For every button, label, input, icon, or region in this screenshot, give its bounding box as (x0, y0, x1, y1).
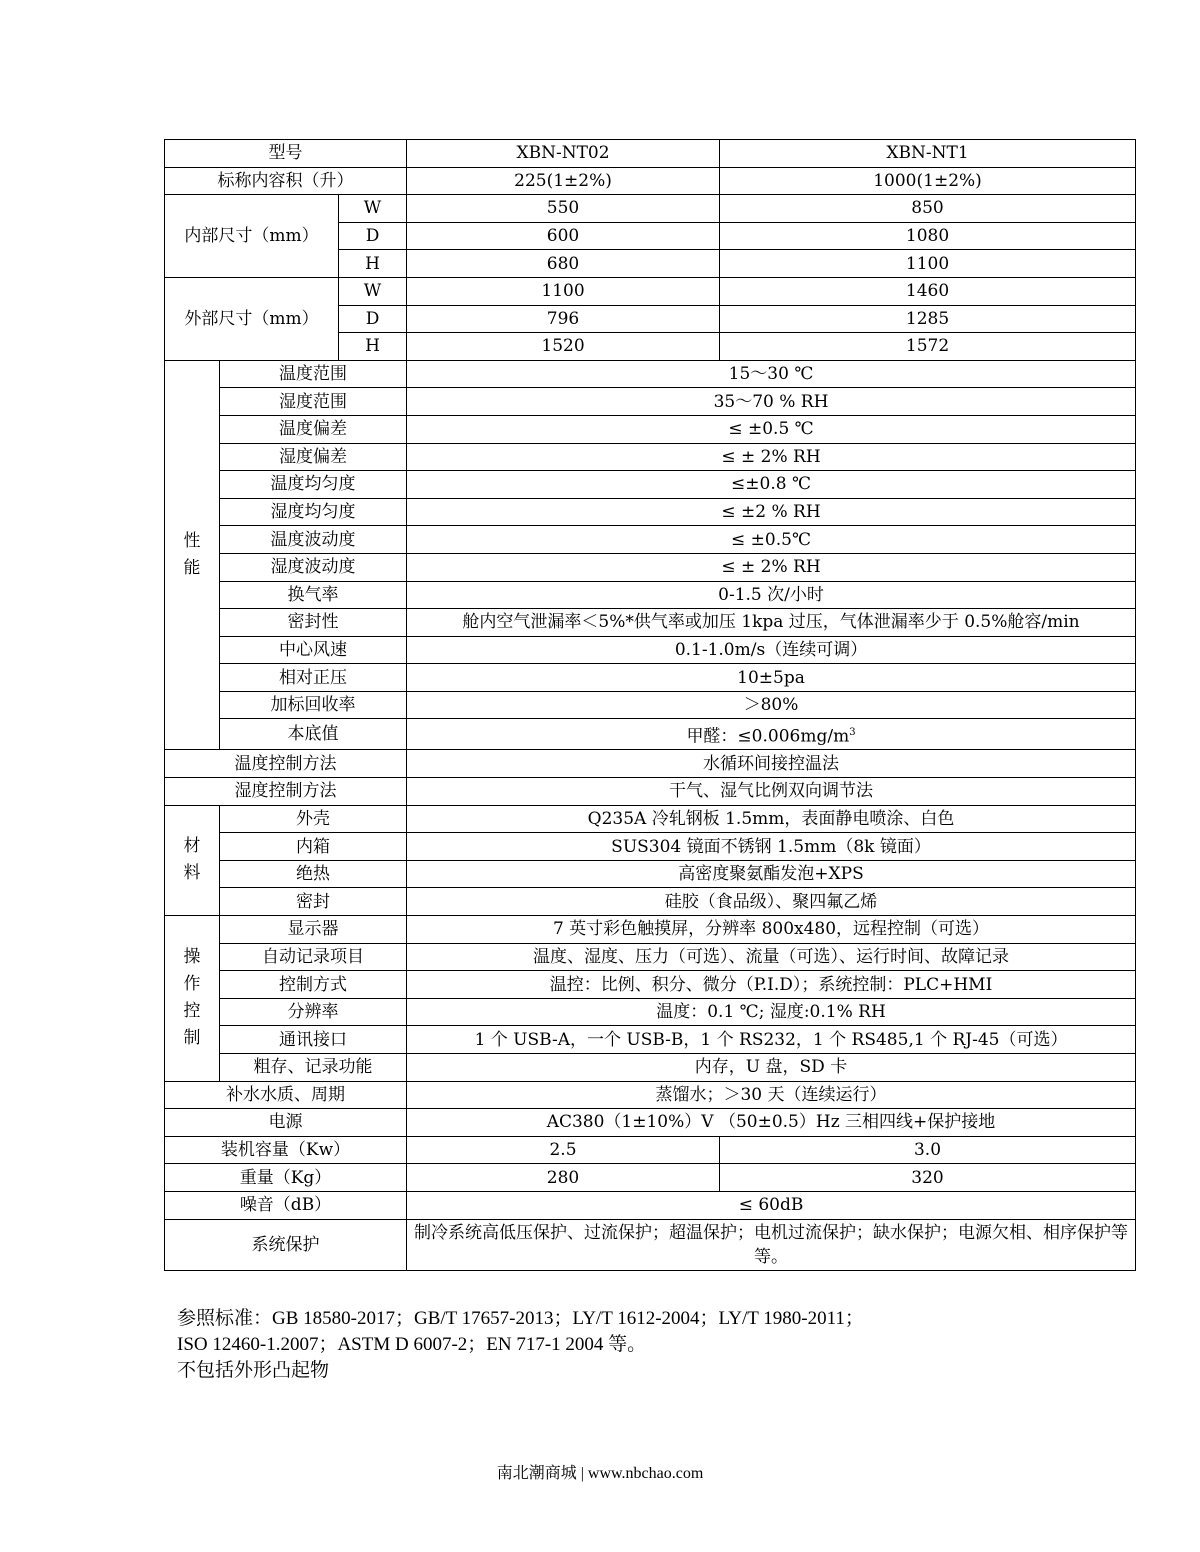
operation-item-label: 粗存、记录功能 (220, 1054, 407, 1082)
model-label: 型号 (165, 140, 407, 168)
operation-row (165, 1054, 1136, 1082)
operation-item-value: 温度：0.1 ℃; 湿度:0.1% RH (407, 998, 1136, 1026)
protection-row (165, 1219, 1136, 1270)
model-b: XBN-NT1 (720, 140, 1136, 168)
outer-size-value-b: 1460 (720, 277, 1136, 305)
water-label: 补水水质、周期 (165, 1081, 407, 1109)
volume-b: 1000(1±2%) (720, 167, 1136, 195)
material-row (165, 805, 1136, 833)
inner-size-value-a: 600 (407, 222, 720, 250)
volume-row (165, 167, 1136, 195)
model-a: XBN-NT02 (407, 140, 720, 168)
outer-size-dim: H (339, 333, 407, 361)
performance-row (165, 360, 1136, 388)
operation-row (165, 1026, 1136, 1054)
operation-item-value: 7 英寸彩色触摸屏，分辨率 800x480，远程控制（可选） (407, 916, 1136, 944)
temp-control-row (165, 750, 1136, 778)
performance-item-value: 15～30 ℃ (407, 360, 1136, 388)
performance-item-label: 湿度范围 (220, 388, 407, 416)
operation-item-value: 温度、湿度、压力（可选）、流量（可选）、运行时间、故障记录 (407, 943, 1136, 971)
performance-item-value: ≤ ±2 % RH (407, 498, 1136, 526)
performance-row (165, 636, 1136, 664)
performance-item-label: 密封性 (220, 609, 407, 637)
inner-size-dim: W (339, 195, 407, 223)
protection-label: 系统保护 (165, 1219, 407, 1270)
standards-line-2: ISO 12460-1.2007；ASTM D 6007-2；EN 717-1 2004 等。 (177, 1334, 647, 1355)
performance-item-label: 温度均匀度 (220, 471, 407, 499)
inner-size-row (165, 195, 1136, 223)
operation-item-value: 1 个 USB-A，一个 USB-B，1 个 RS232，1 个 RS485,1 个 RJ-45（可选） (407, 1026, 1136, 1054)
hum-control-value: 干气、湿气比例双向调节法 (407, 778, 1136, 806)
inner-size-dim: H (339, 250, 407, 278)
water-row (165, 1081, 1136, 1109)
performance-row (165, 471, 1136, 499)
performance-item-value: 10±5pa (407, 664, 1136, 692)
material-item-label: 绝热 (220, 860, 407, 888)
performance-row (165, 553, 1136, 581)
weight-row (165, 1164, 1136, 1192)
model-row (165, 140, 1136, 168)
performance-item-label: 温度波动度 (220, 526, 407, 554)
standards-line-1: 参照标准：GB 18580-2017；GB/T 17657-2013；LY/T 1612-2004；LY/T 1980-2011； (177, 1308, 864, 1329)
performance-row (165, 664, 1136, 692)
operation-group-label: 操作控制 (165, 916, 220, 1082)
temp-control-label: 温度控制方法 (165, 750, 407, 778)
performance-item-value: ≤ ±0.5 ℃ (407, 415, 1136, 443)
outer-size-value-a: 1100 (407, 277, 720, 305)
performance-item-label: 中心风速 (220, 636, 407, 664)
performance-item-label: 湿度均匀度 (220, 498, 407, 526)
operation-item-label: 分辨率 (220, 998, 407, 1026)
inner-size-value-a: 680 (407, 250, 720, 278)
performance-group-label: 性能 (165, 360, 220, 750)
capacity-a: 2.5 (407, 1136, 720, 1164)
performance-row (165, 388, 1136, 416)
noise-row (165, 1191, 1136, 1219)
volume-label: 标称内容积（升） (165, 167, 407, 195)
outer-size-dim: W (339, 277, 407, 305)
operation-row (165, 916, 1136, 944)
performance-item-label: 湿度波动度 (220, 553, 407, 581)
operation-item-value: 内存，U 盘，SD 卡 (407, 1054, 1136, 1082)
temp-control-value: 水循环间接控温法 (407, 750, 1136, 778)
performance-row (165, 581, 1136, 609)
background-row (165, 719, 1136, 750)
operation-row (165, 998, 1136, 1026)
material-item-value: 硅胶（食品级）、聚四氟乙烯 (407, 888, 1136, 916)
background-value: 甲醛：≤0.006mg/m (686, 726, 850, 747)
spec-table (164, 139, 1136, 1271)
noise-value: ≤ 60dB (407, 1191, 1136, 1219)
performance-row (165, 443, 1136, 471)
material-item-label: 内箱 (220, 833, 407, 861)
exclusion-note: 不包括外形凸起物 (177, 1360, 330, 1381)
outer-size-label: 外部尺寸（mm） (165, 277, 339, 360)
volume-a: 225(1±2%) (407, 167, 720, 195)
hum-control-row (165, 778, 1136, 806)
material-item-value: Q235A 冷轧钢板 1.5mm，表面静电喷涂、白色 (407, 805, 1136, 833)
outer-size-value-a: 796 (407, 305, 720, 333)
performance-item-label: 加标回收率 (220, 691, 407, 719)
water-value: 蒸馏水；＞30 天（连续运行） (407, 1081, 1136, 1109)
inner-size-dim: D (339, 222, 407, 250)
operation-row (165, 971, 1136, 999)
performance-item-value: 0.1-1.0m/s（连续可调） (407, 636, 1136, 664)
background-value-cell (407, 719, 1136, 750)
operation-item-label: 自动记录项目 (220, 943, 407, 971)
performance-row (165, 609, 1136, 637)
reference-notes (177, 1306, 864, 1384)
material-group-label: 材料 (165, 805, 220, 915)
outer-size-row (165, 277, 1136, 305)
power-row (165, 1109, 1136, 1137)
operation-item-label: 显示器 (220, 916, 407, 944)
material-row (165, 888, 1136, 916)
weight-b: 320 (720, 1164, 1136, 1192)
inner-size-value-b: 1080 (720, 222, 1136, 250)
performance-row (165, 498, 1136, 526)
operation-item-label: 通讯接口 (220, 1026, 407, 1054)
performance-item-label: 湿度偏差 (220, 443, 407, 471)
performance-item-value: ≤±0.8 ℃ (407, 471, 1136, 499)
operation-item-value: 温控：比例、积分、微分（P.I.D）；系统控制：PLC+HMI (407, 971, 1136, 999)
performance-row (165, 415, 1136, 443)
power-value: AC380（1±10%）V （50±0.5）Hz 三相四线+保护接地 (407, 1109, 1136, 1137)
performance-item-value: 35～70 % RH (407, 388, 1136, 416)
outer-size-value-a: 1520 (407, 333, 720, 361)
material-row (165, 833, 1136, 861)
weight-a: 280 (407, 1164, 720, 1192)
background-label: 本底值 (220, 719, 407, 750)
capacity-b: 3.0 (720, 1136, 1136, 1164)
inner-size-value-b: 850 (720, 195, 1136, 223)
material-item-label: 外壳 (220, 805, 407, 833)
noise-label: 噪音（dB） (165, 1191, 407, 1219)
inner-size-value-b: 1100 (720, 250, 1136, 278)
capacity-row (165, 1136, 1136, 1164)
capacity-label: 装机容量（Kw） (165, 1136, 407, 1164)
outer-size-value-b: 1572 (720, 333, 1136, 361)
unit-superscript: 3 (849, 726, 856, 738)
performance-row (165, 691, 1136, 719)
operation-item-label: 控制方式 (220, 971, 407, 999)
performance-item-label: 温度范围 (220, 360, 407, 388)
performance-item-value: ≤ ± 2% RH (407, 553, 1136, 581)
performance-item-label: 温度偏差 (220, 415, 407, 443)
weight-label: 重量（Kg） (165, 1164, 407, 1192)
hum-control-label: 湿度控制方法 (165, 778, 407, 806)
operation-row (165, 943, 1136, 971)
inner-size-label: 内部尺寸（mm） (165, 195, 339, 278)
performance-item-value: ≤ ± 2% RH (407, 443, 1136, 471)
performance-item-value: 0-1.5 次/小时 (407, 581, 1136, 609)
site-footer: 南北潮商城 | www.nbchao.com (496, 1465, 704, 1482)
material-item-value: 高密度聚氨酯发泡+XPS (407, 860, 1136, 888)
performance-item-value: 舱内空气泄漏率＜5%*供气率或加压 1kpa 过压，气体泄漏率少于 0.5%舱容/min (407, 609, 1136, 637)
power-label: 电源 (165, 1109, 407, 1137)
material-item-value: SUS304 镜面不锈钢 1.5mm（8k 镜面） (407, 833, 1136, 861)
outer-size-value-b: 1285 (720, 305, 1136, 333)
protection-value: 制冷系统高低压保护、过流保护；超温保护；电机过流保护；缺水保护；电源欠相、相序保护等等。 (407, 1219, 1136, 1270)
inner-size-value-a: 550 (407, 195, 720, 223)
performance-item-value: ≤ ±0.5℃ (407, 526, 1136, 554)
material-item-label: 密封 (220, 888, 407, 916)
performance-item-value: ＞80% (407, 691, 1136, 719)
performance-item-label: 相对正压 (220, 664, 407, 692)
outer-size-dim: D (339, 305, 407, 333)
material-row (165, 860, 1136, 888)
performance-item-label: 换气率 (220, 581, 407, 609)
performance-row (165, 526, 1136, 554)
